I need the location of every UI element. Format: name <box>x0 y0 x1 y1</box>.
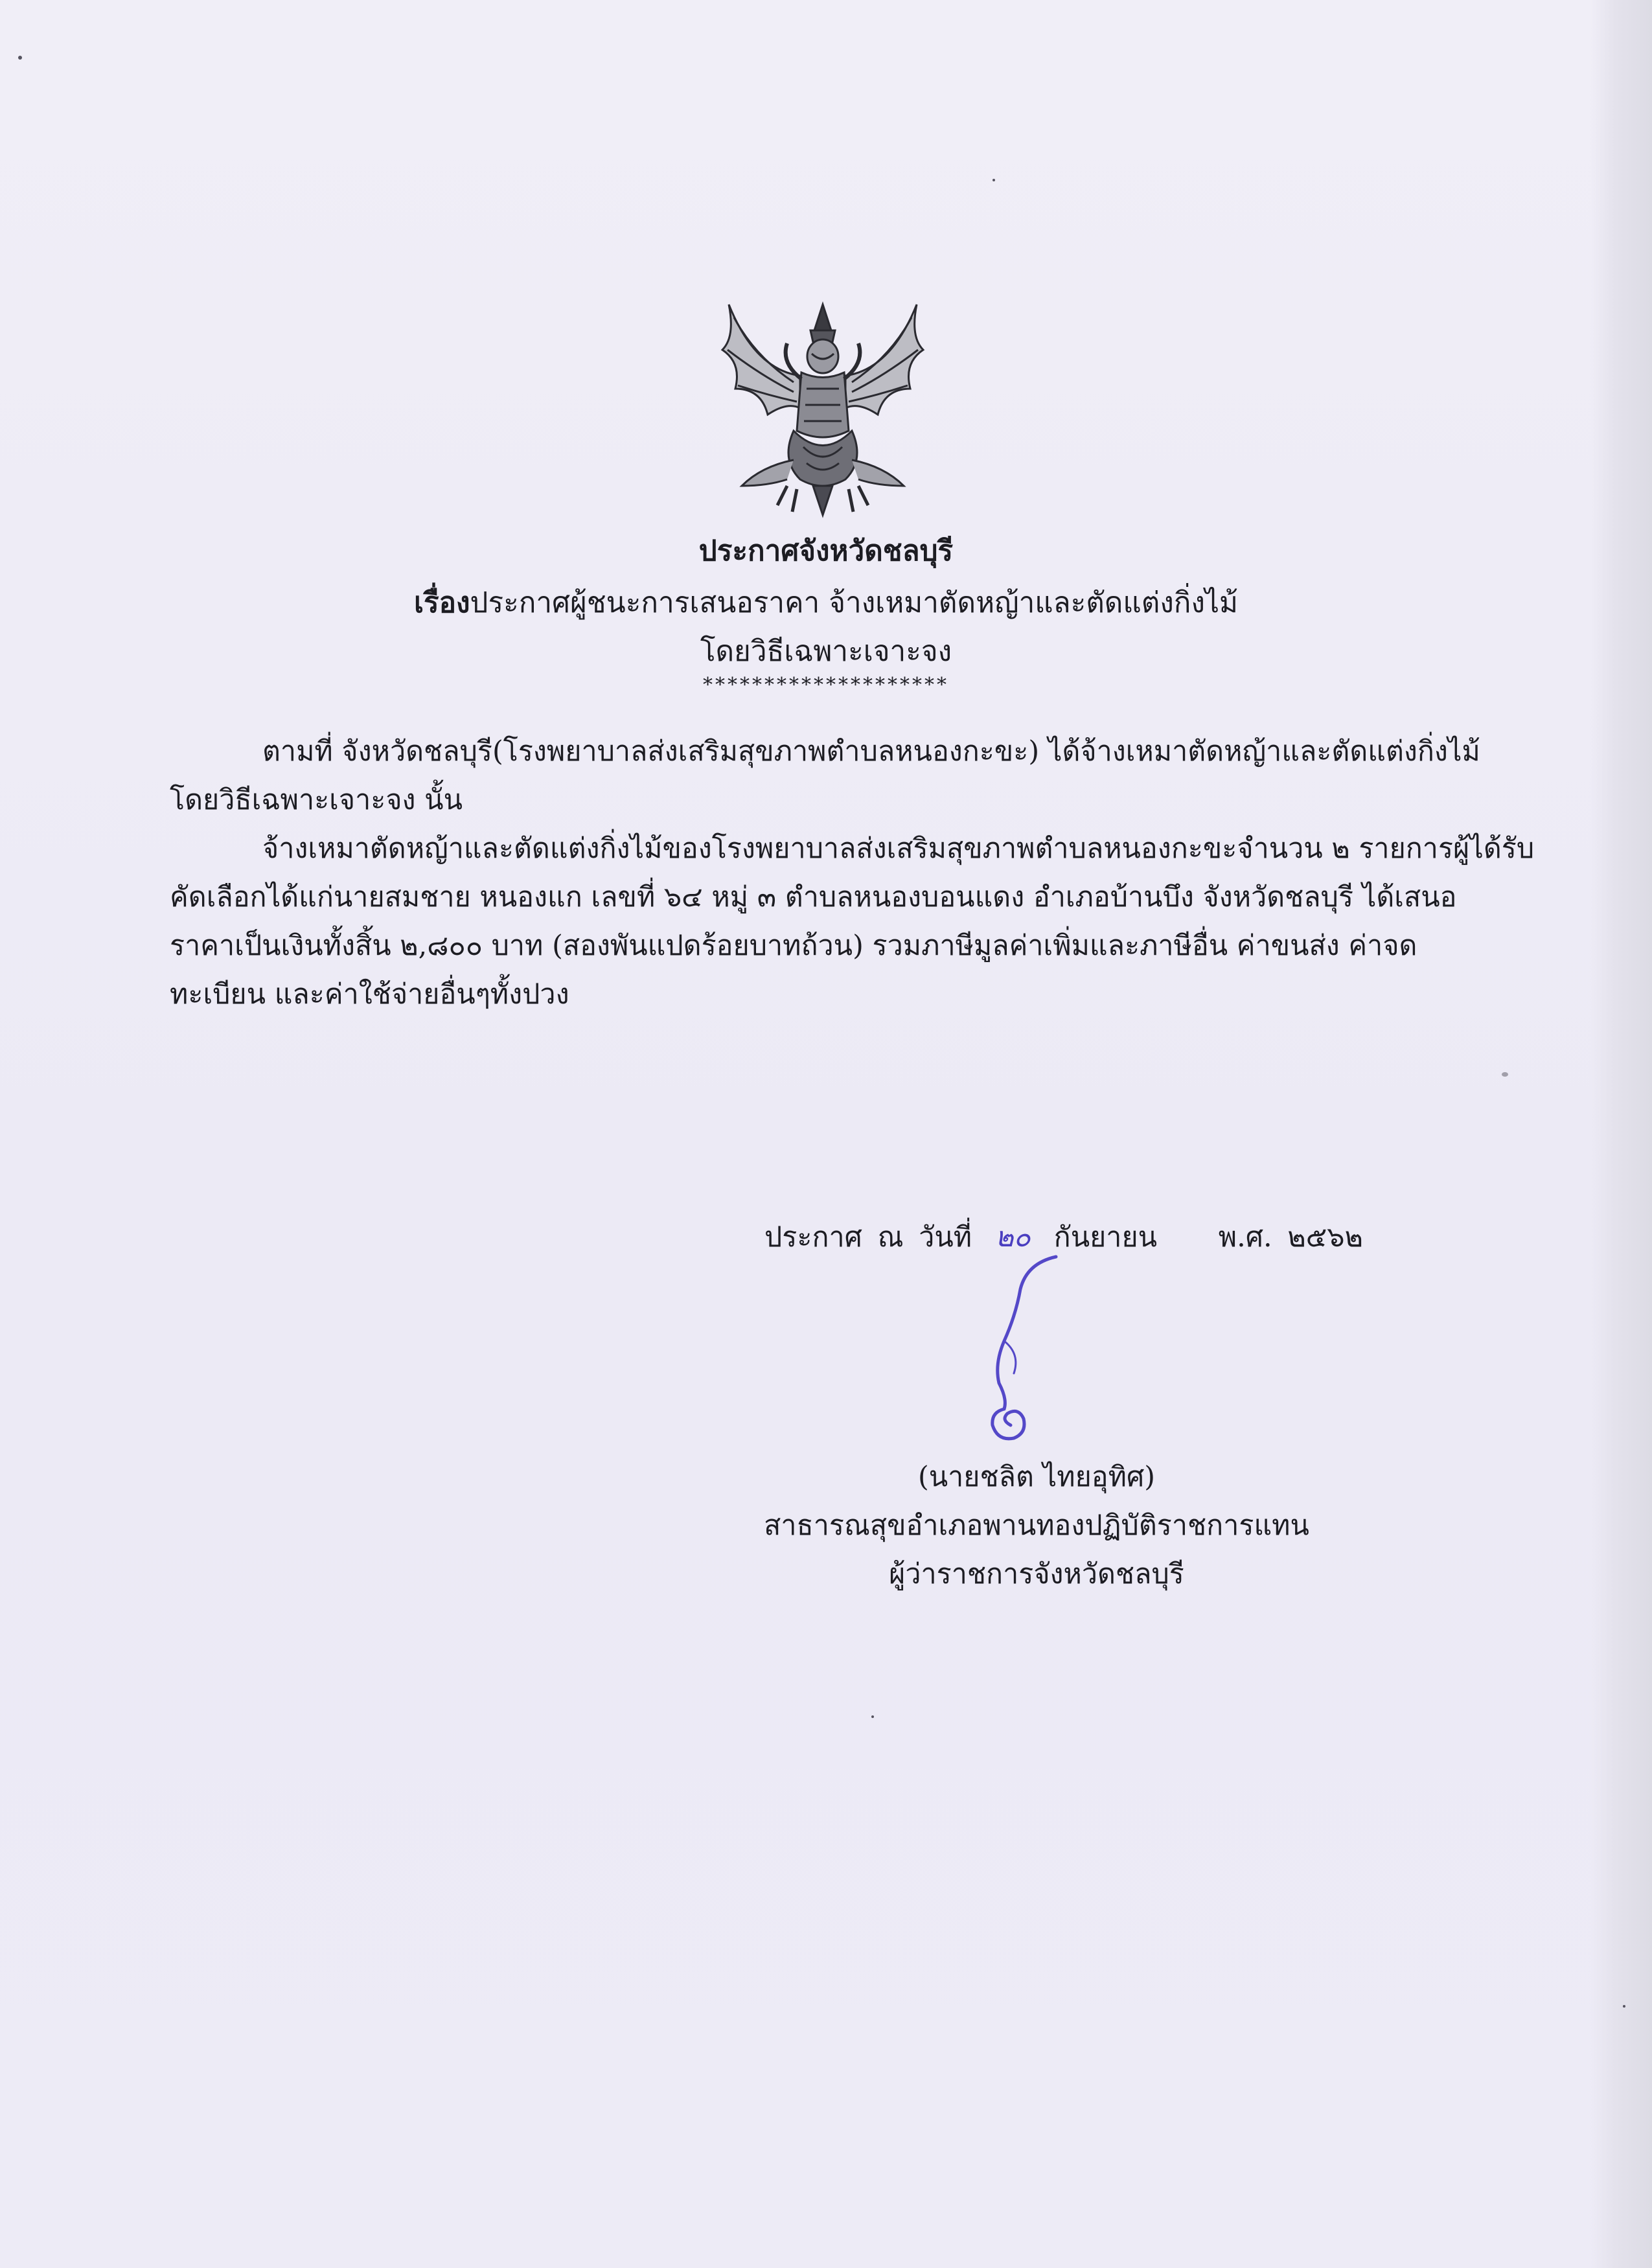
title-separator: ******************** <box>703 674 949 696</box>
body-line: คัดเลือกได้แก่นายสมชาย หนองแก เลขที่ ๖๔ หมู่ ๓ ตำบลหนองบอนแดง อำเภอบ้านบึง จังหวัดชลบุรี ได้เสนอ <box>170 881 1457 913</box>
signatory-position: สาธารณสุขอำเภอพานทองปฏิบัติราชการแทน <box>764 1509 1309 1542</box>
body-line: จ้างเหมาตัดหญ้าและตัดแต่งกิ่งไม้ของโรงพยาบาลส่งเสริมสุขภาพตำบลหนองกะขะจำนวน ๒ รายการผู้ได้รับ <box>262 832 1535 865</box>
handwritten-signature <box>959 1244 1069 1458</box>
scan-speck <box>18 56 22 60</box>
body-line: ทะเบียน และค่าใช้จ่ายอื่นๆทั้งปวง <box>170 978 569 1011</box>
date-prefix: ประกาศ ณ วันที่ <box>764 1221 972 1254</box>
subject-label: เรื่อง <box>413 586 470 619</box>
scan-speck <box>1502 1072 1508 1077</box>
body-line: ราคาเป็นเงินทั้งสิ้น ๒,๘๐๐ บาท (สองพันแปดร้อยบาทถ้วน) รวมภาษีมูลค่าเพิ่มและภาษีอื่น ค่าขนส่ง ค่าจด <box>170 930 1417 962</box>
date-year: พ.ศ. ๒๕๖๒ <box>1218 1221 1363 1254</box>
subject-text: ประกาศผู้ชนะการเสนอราคา จ้างเหมาตัดหญ้าและตัดแต่งกิ่งไม้ <box>470 586 1239 619</box>
signatory-name: (นายชลิต ไทยอุทิศ) <box>917 1461 1156 1493</box>
scan-speck <box>992 179 995 181</box>
procurement-method: โดยวิธีเฉพาะเจาะจง <box>700 635 952 668</box>
date-day-handwritten: ๒๐ <box>995 1221 1031 1254</box>
page-edge-shadow <box>1590 0 1652 2268</box>
signatory-on-behalf-of: ผู้ว่าราชการจังหวัดชลบุรี <box>889 1558 1184 1590</box>
scan-speck <box>871 1715 874 1718</box>
scan-speck <box>1623 2005 1625 2008</box>
body-line: โดยวิธีเฉพาะเจาะจง นั้น <box>170 784 463 816</box>
announcement-title: ประกาศจังหวัดชลบุรี <box>698 534 954 567</box>
body-line: ตามที่ จังหวัดชลบุรี(โรงพยาบาลส่งเสริมสุขภาพตำบลหนองกะขะ) ได้จ้างเหมาตัดหญ้าและตัดแต่งกิ่งไม้ <box>262 735 1480 768</box>
announcement-subject <box>0 580 1652 625</box>
garuda-emblem-icon <box>716 292 930 521</box>
date-month: กันยายน <box>1053 1221 1158 1254</box>
